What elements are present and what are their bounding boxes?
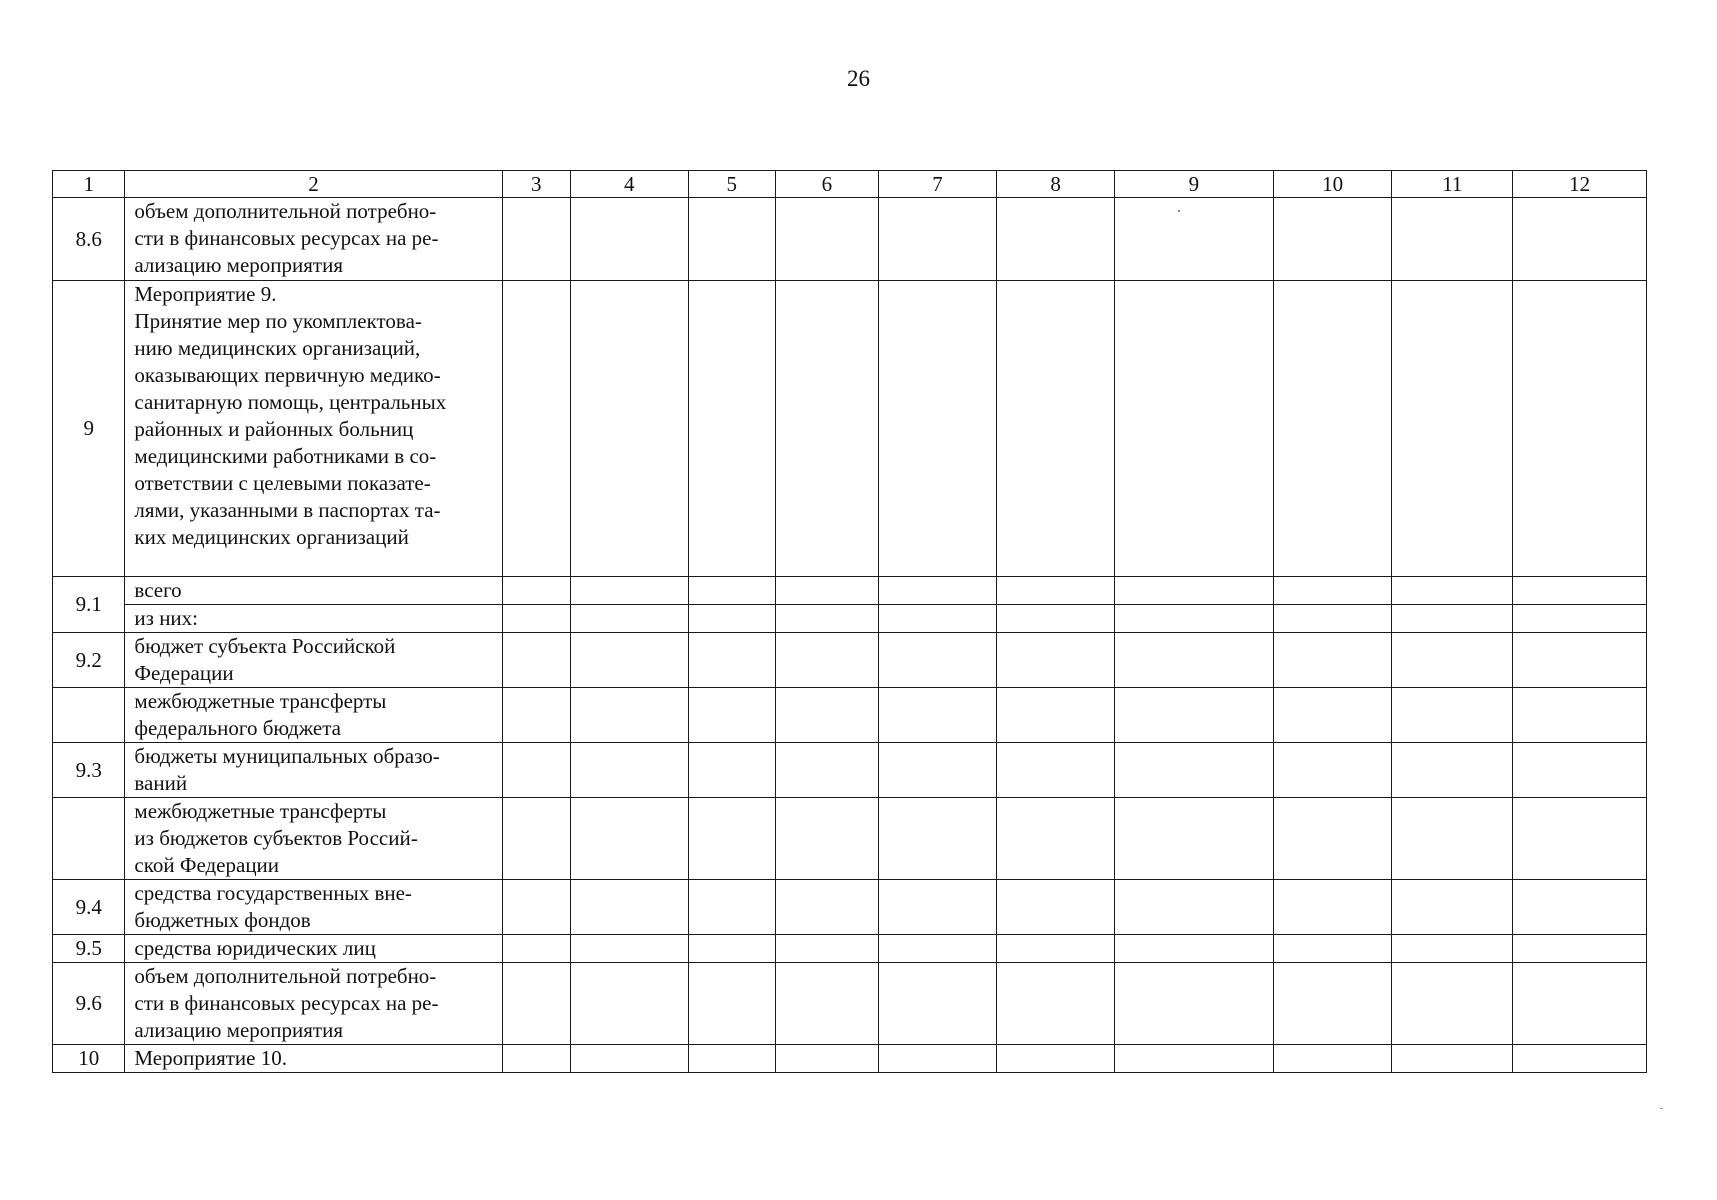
value-cell — [1114, 281, 1273, 577]
value-cell — [1273, 743, 1392, 798]
value-cell — [502, 963, 570, 1045]
value-cell — [997, 935, 1115, 963]
value-cell — [997, 281, 1115, 577]
value-cell — [776, 577, 879, 605]
row-description: бюджет субъекта Российской Федерации — [125, 633, 502, 688]
value-cell — [1513, 935, 1647, 963]
table-row — [53, 281, 1647, 577]
row-number: 9.2 — [53, 633, 125, 688]
value-cell — [776, 688, 879, 743]
value-cell — [997, 880, 1115, 935]
value-cell — [1392, 798, 1513, 880]
value-cell — [502, 633, 570, 688]
value-cell — [878, 577, 997, 605]
value-cell — [502, 880, 570, 935]
value-cell — [1513, 633, 1647, 688]
row-number — [53, 798, 125, 880]
page-number: 26 — [847, 66, 870, 91]
row-number — [53, 688, 125, 743]
table-row — [53, 688, 1647, 743]
row-description: Мероприятие 10. — [125, 1045, 502, 1073]
value-cell — [997, 798, 1115, 880]
value-cell — [570, 1045, 688, 1073]
value-cell — [502, 1045, 570, 1073]
value-cell — [997, 1045, 1115, 1073]
value-cell — [570, 743, 688, 798]
value-cell — [1114, 798, 1273, 880]
value-cell — [502, 605, 570, 633]
value-cell — [1513, 281, 1647, 577]
value-cell — [1392, 935, 1513, 963]
row-description: бюджеты муниципальных образо- ваний — [125, 743, 502, 798]
value-cell — [1114, 880, 1273, 935]
value-cell — [878, 880, 997, 935]
header-col-5: 5 — [688, 171, 775, 198]
value-cell — [1513, 880, 1647, 935]
value-cell — [997, 963, 1115, 1045]
header-col-2: 2 — [125, 171, 502, 198]
value-cell — [1273, 1045, 1392, 1073]
value-cell — [1392, 880, 1513, 935]
value-cell — [1273, 963, 1392, 1045]
table-row — [53, 1045, 1647, 1073]
value-cell — [776, 935, 879, 963]
value-cell — [688, 577, 775, 605]
value-cell — [997, 605, 1115, 633]
value-cell — [1392, 743, 1513, 798]
table-row — [53, 605, 1647, 633]
value-cell — [1392, 1045, 1513, 1073]
value-cell — [1273, 281, 1392, 577]
row-number: 9 — [53, 281, 125, 577]
header-col-11: 11 — [1392, 171, 1513, 198]
value-cell — [1513, 605, 1647, 633]
value-cell — [1273, 198, 1392, 281]
scan-speck — [1660, 1108, 1663, 1109]
table-row — [53, 198, 1647, 281]
value-cell — [502, 281, 570, 577]
value-cell — [502, 935, 570, 963]
value-cell — [878, 963, 997, 1045]
value-cell — [502, 743, 570, 798]
row-number: 9.1 — [53, 577, 125, 633]
row-number: 9.6 — [53, 963, 125, 1045]
value-cell — [1114, 743, 1273, 798]
value-cell — [997, 743, 1115, 798]
row-number: 9.5 — [53, 935, 125, 963]
row-description: объем дополнительной потребно- сти в финансовых ресурсах на ре- ализацию мероприятия — [125, 198, 502, 281]
value-cell — [688, 1045, 775, 1073]
value-cell — [1392, 198, 1513, 281]
header-col-8: 8 — [997, 171, 1115, 198]
row-description: средства юридических лиц — [125, 935, 502, 963]
value-cell — [878, 743, 997, 798]
row-description: средства государственных вне- бюджетных фондов — [125, 880, 502, 935]
value-cell — [776, 963, 879, 1045]
value-cell — [1114, 198, 1273, 281]
value-cell — [1114, 688, 1273, 743]
value-cell — [570, 688, 688, 743]
value-cell — [1273, 605, 1392, 633]
value-cell — [878, 633, 997, 688]
row-description: межбюджетные трансферты федерального бюджета — [125, 688, 502, 743]
header-col-3: 3 — [502, 171, 570, 198]
row-description: объем дополнительной потребно- сти в финансовых ресурсах на ре- ализацию мероприятия — [125, 963, 502, 1045]
value-cell — [878, 688, 997, 743]
value-cell — [1513, 963, 1647, 1045]
row-number: 10 — [53, 1045, 125, 1073]
budget-table — [52, 170, 1647, 1073]
value-cell — [1513, 743, 1647, 798]
table-row — [53, 743, 1647, 798]
value-cell — [570, 281, 688, 577]
value-cell — [1392, 281, 1513, 577]
row-number: 9.4 — [53, 880, 125, 935]
value-cell — [688, 688, 775, 743]
value-cell — [1114, 963, 1273, 1045]
value-cell — [878, 1045, 997, 1073]
header-col-7: 7 — [878, 171, 997, 198]
value-cell — [688, 198, 775, 281]
value-cell — [1114, 605, 1273, 633]
value-cell — [570, 633, 688, 688]
value-cell — [878, 605, 997, 633]
value-cell — [570, 577, 688, 605]
value-cell — [502, 577, 570, 605]
value-cell — [1513, 688, 1647, 743]
value-cell — [878, 798, 997, 880]
header-col-12: 12 — [1513, 171, 1647, 198]
value-cell — [570, 198, 688, 281]
value-cell — [570, 935, 688, 963]
value-cell — [688, 880, 775, 935]
header-col-9: 9 — [1114, 171, 1273, 198]
value-cell — [1273, 633, 1392, 688]
value-cell — [997, 688, 1115, 743]
value-cell — [776, 198, 879, 281]
value-cell — [1273, 935, 1392, 963]
table-row — [53, 880, 1647, 935]
value-cell — [1392, 577, 1513, 605]
value-cell — [1273, 577, 1392, 605]
value-cell — [1392, 963, 1513, 1045]
value-cell — [776, 281, 879, 577]
table-row — [53, 963, 1647, 1045]
row-description: из них: — [125, 605, 502, 633]
value-cell — [1513, 1045, 1647, 1073]
value-cell — [688, 963, 775, 1045]
scan-speck — [1178, 210, 1180, 212]
value-cell — [776, 798, 879, 880]
row-number: 8.6 — [53, 198, 125, 281]
value-cell — [997, 577, 1115, 605]
value-cell — [688, 935, 775, 963]
value-cell — [997, 633, 1115, 688]
value-cell — [1273, 798, 1392, 880]
value-cell — [1513, 198, 1647, 281]
value-cell — [776, 880, 879, 935]
value-cell — [1392, 633, 1513, 688]
value-cell — [1392, 688, 1513, 743]
table-row — [53, 798, 1647, 880]
table-row — [53, 633, 1647, 688]
row-description: всего — [125, 577, 502, 605]
value-cell — [1273, 880, 1392, 935]
value-cell — [1513, 798, 1647, 880]
value-cell — [878, 935, 997, 963]
value-cell — [997, 198, 1115, 281]
table-row — [53, 935, 1647, 963]
value-cell — [502, 198, 570, 281]
value-cell — [776, 605, 879, 633]
row-number: 9.3 — [53, 743, 125, 798]
value-cell — [570, 963, 688, 1045]
value-cell — [688, 633, 775, 688]
header-col-6: 6 — [776, 171, 879, 198]
value-cell — [1273, 688, 1392, 743]
header-row — [53, 171, 1647, 198]
value-cell — [776, 633, 879, 688]
value-cell — [688, 743, 775, 798]
value-cell — [1114, 633, 1273, 688]
header-col-1: 1 — [53, 171, 125, 198]
value-cell — [878, 198, 997, 281]
value-cell — [502, 688, 570, 743]
value-cell — [878, 281, 997, 577]
value-cell — [776, 1045, 879, 1073]
header-col-4: 4 — [570, 171, 688, 198]
value-cell — [1114, 935, 1273, 963]
value-cell — [1114, 577, 1273, 605]
value-cell — [1392, 605, 1513, 633]
value-cell — [570, 880, 688, 935]
row-description: межбюджетные трансферты из бюджетов субъектов Россий- ской Федерации — [125, 798, 502, 880]
value-cell — [1513, 577, 1647, 605]
value-cell — [776, 743, 879, 798]
value-cell — [688, 281, 775, 577]
row-description: Мероприятие 9. Принятие мер по укомплектова- нию медицинских организаций, оказывающих первичную медико- санитарную помощь, центральных районных и районных больниц медицинскими работниками в со- ответствии с целевыми показате- лями, указанными в паспортах та- ких медицинских организаций — [125, 281, 502, 577]
header-col-10: 10 — [1273, 171, 1392, 198]
value-cell — [570, 798, 688, 880]
value-cell — [688, 798, 775, 880]
value-cell — [570, 605, 688, 633]
value-cell — [688, 605, 775, 633]
table-row — [53, 577, 1647, 605]
value-cell — [1114, 1045, 1273, 1073]
value-cell — [502, 798, 570, 880]
